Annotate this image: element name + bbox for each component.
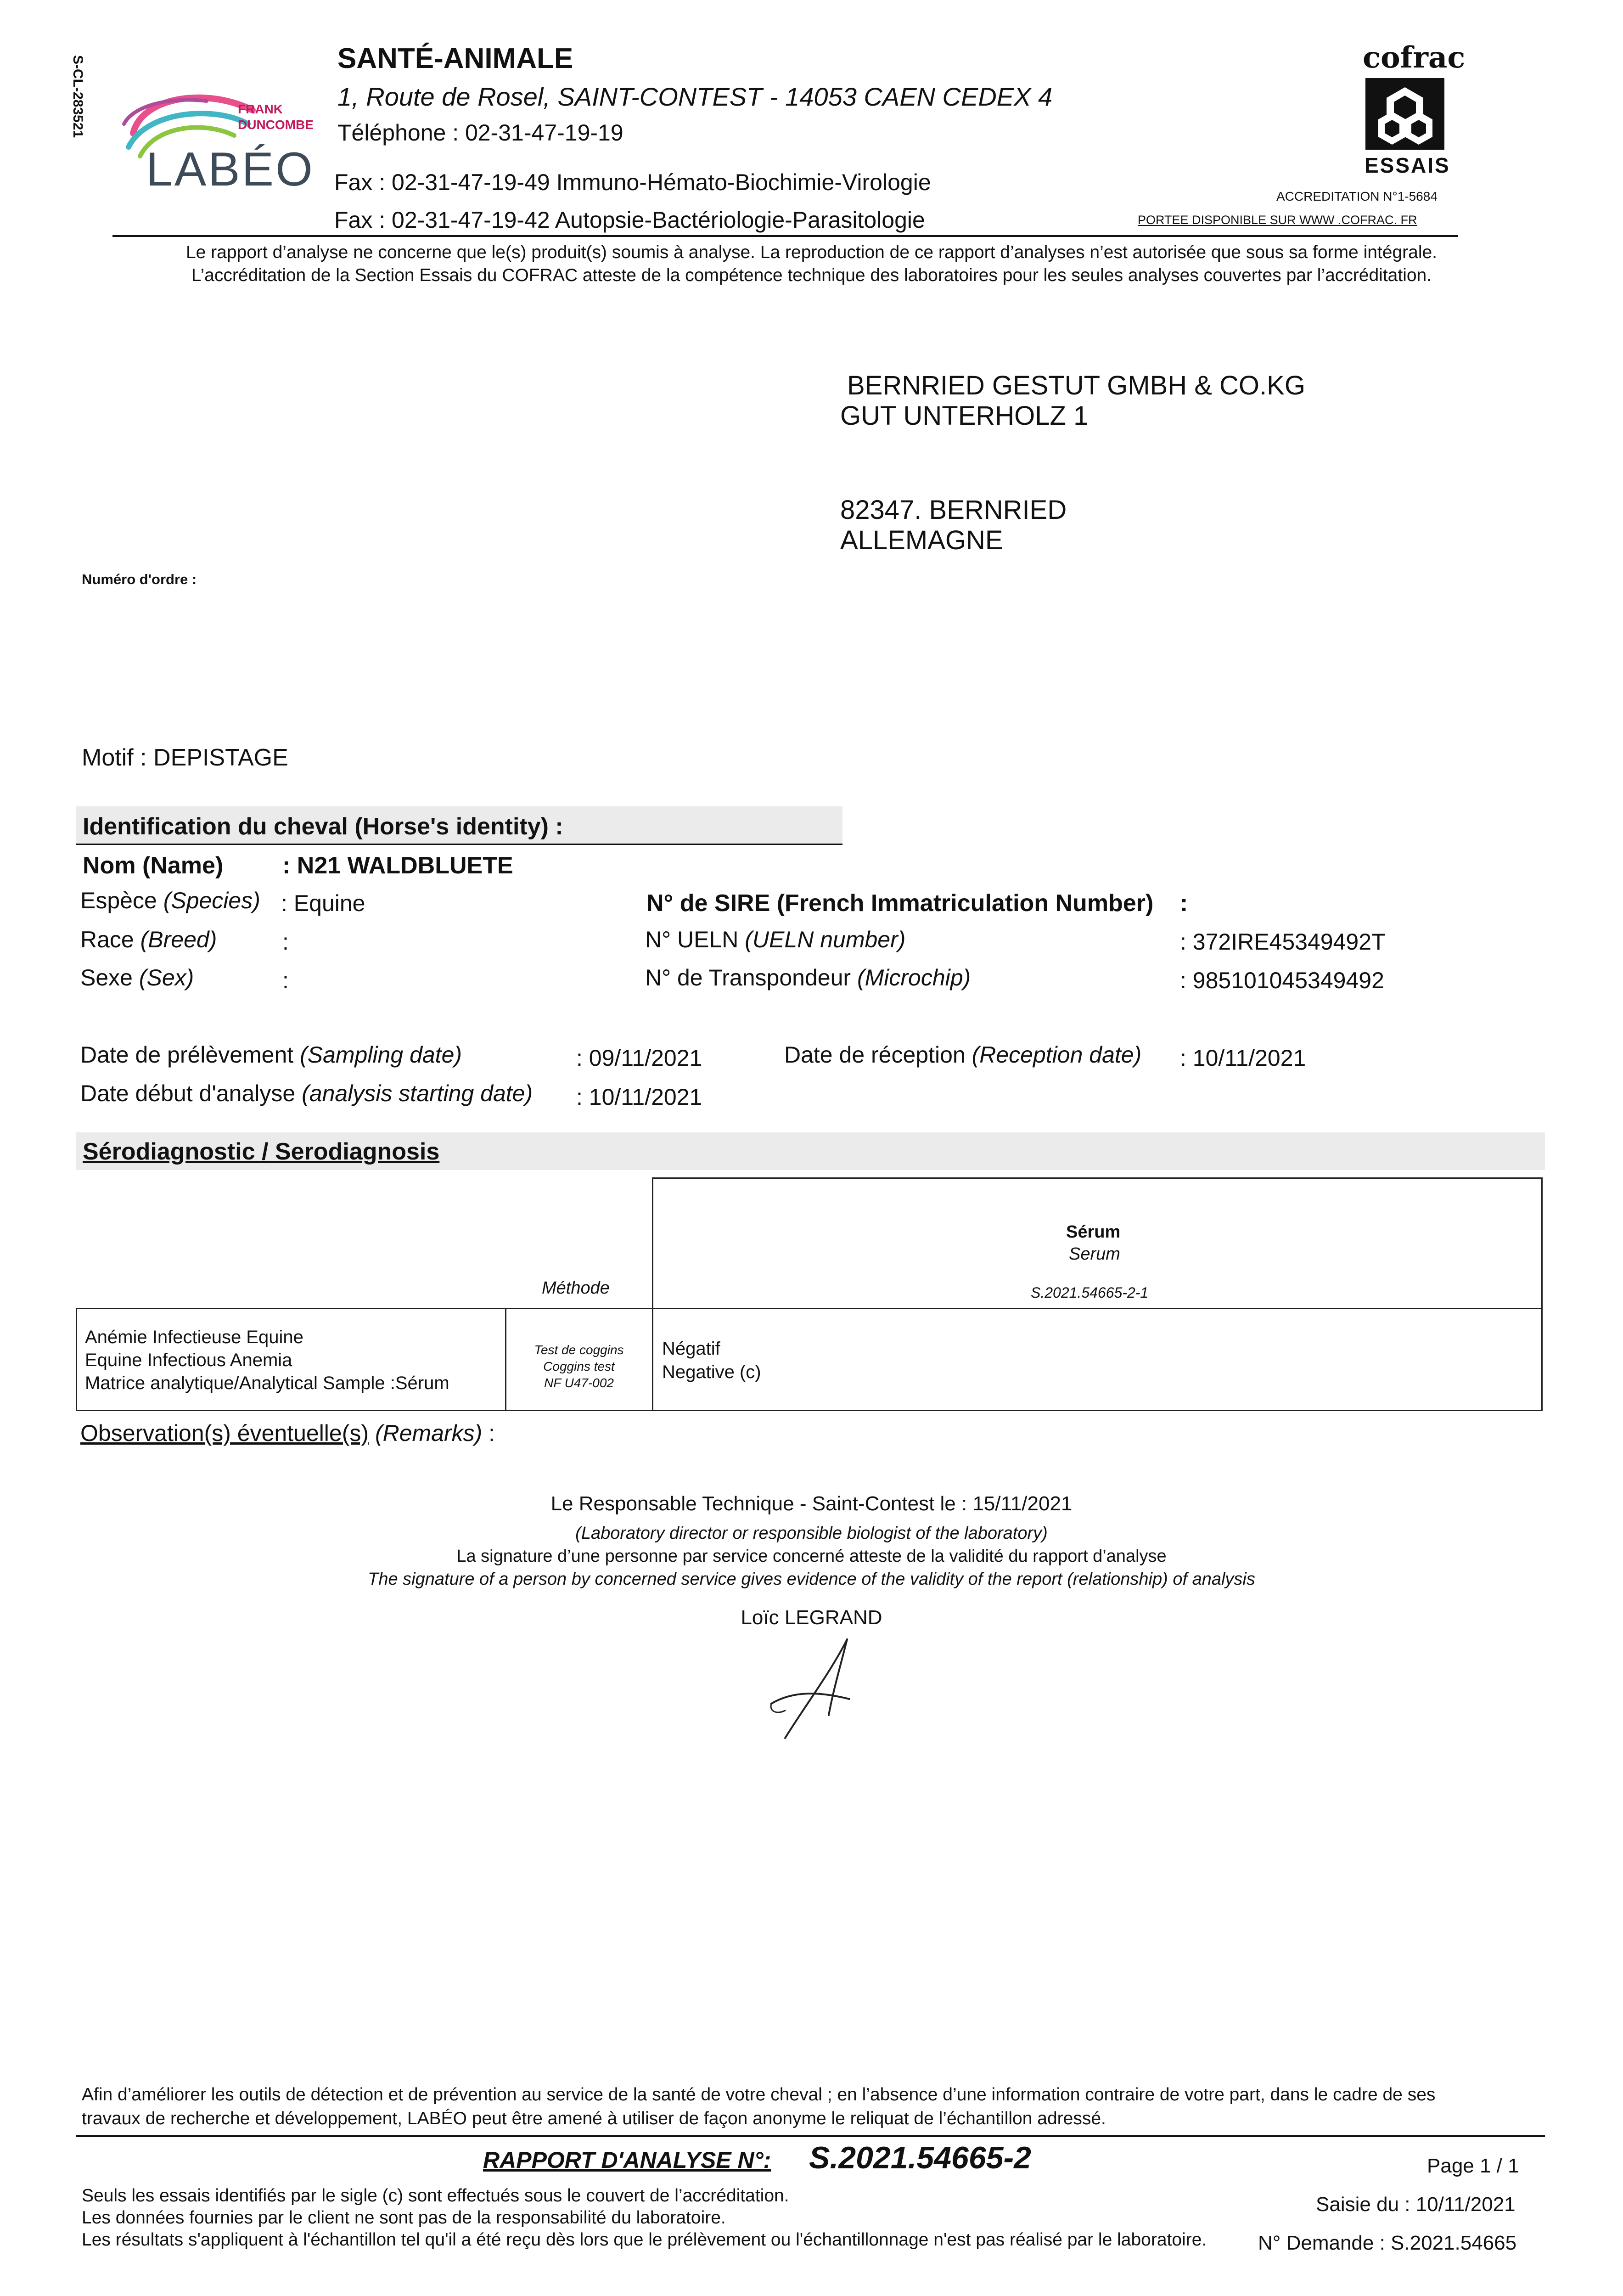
- report-number: S.2021.54665-2: [809, 2140, 1031, 2175]
- page-indicator: Page 1 / 1: [1427, 2155, 1519, 2177]
- species-label-en: (Species): [163, 888, 260, 913]
- table-top-right: [652, 1177, 1543, 1179]
- sampling-date-label-en: (Sampling date): [300, 1042, 462, 1068]
- table-right: [1541, 1177, 1543, 1411]
- signature-line-4: The signature of a person by concerned service gives evidence of the validity of the report (relationship) of analysis: [368, 1570, 1255, 1589]
- accreditation-number: ACCREDITATION N°1-5684: [1276, 189, 1438, 203]
- handwritten-signature: [753, 1635, 863, 1745]
- legal-line-3: Les résultats s'appliquent à l'échantillon tel qu'il a été reçu dès lors que le prélèvement ou l'échantillonnage n'est pas réalisé par le laboratoire.: [82, 2230, 1207, 2250]
- ueln-value: : 372IRE45349492T: [1180, 929, 1386, 955]
- serum-header-en: Serum: [1069, 1244, 1120, 1264]
- sex-label-row: [80, 964, 194, 991]
- table-col-1: [505, 1308, 506, 1411]
- cofrac-emblem-icon: [1365, 77, 1445, 151]
- result-line-2: Negative (c): [662, 1362, 761, 1382]
- start-date-value: : 10/11/2021: [576, 1084, 702, 1110]
- disclaimer-1: Le rapport d’analyse ne concerne que le(s) produit(s) soumis à analyse. La reproduction de ce rapport d’analyses n’est autorisée que sous sa forme intégrale.: [185, 242, 1438, 262]
- lab-address: 1, Route de Rosel, SAINT-CONTEST - 14053 CAEN CEDEX 4: [337, 82, 1053, 111]
- result-line-1: Négatif: [662, 1339, 720, 1359]
- lab-name: SANTÉ-ANIMALE: [337, 43, 573, 74]
- sample-id: S.2021.54665-2-1: [1031, 1284, 1149, 1301]
- disclaimer-2: L’accréditation de la Section Essais du COFRAC atteste de la compétence technique des laboratoires pour les seules analyses couvertes par l’accréditation.: [191, 265, 1432, 285]
- signature-line-3: La signature d’une personne par service concerné atteste de la validité du rapport d’analyse: [456, 1547, 1167, 1566]
- remarks-colon: :: [489, 1420, 495, 1446]
- analysis-line-1: Anémie Infectieuse Equine: [85, 1327, 303, 1347]
- table-left: [76, 1308, 77, 1411]
- method-line-1: Test de coggins: [534, 1343, 624, 1357]
- motif: Motif : DEPISTAGE: [82, 744, 288, 771]
- name-label: Nom (Name): [83, 852, 224, 879]
- remarks-label-en: (Remarks): [375, 1420, 483, 1446]
- legal-line-2: Les données fournies par le client ne sont pas de la responsabilité du laboratoire.: [82, 2208, 726, 2228]
- method-line-2: Coggins test: [543, 1359, 615, 1373]
- breed-value: :: [282, 929, 289, 955]
- serodiagnosis-title: Sérodiagnostic / Serodiagnosis: [83, 1138, 440, 1165]
- reception-date-value: : 10/11/2021: [1180, 1045, 1306, 1071]
- sire-value: :: [1180, 890, 1188, 917]
- reception-date-label-row: [784, 1041, 1141, 1068]
- report-label: RAPPORT D'ANALYSE N°:: [483, 2147, 771, 2173]
- cofrac-word: cofrac: [1363, 40, 1466, 75]
- serum-header-fr: Sérum: [1066, 1222, 1121, 1242]
- species-label: Espèce: [80, 888, 157, 913]
- lab-fax-1: Fax : 02-31-47-19-49 Immuno-Hémato-Biochimie-Virologie: [334, 169, 931, 195]
- logo-sub-2: DUNCOMBE: [238, 118, 314, 132]
- recipient-line-3: 82347. BERNRIED: [840, 495, 1067, 525]
- sex-value: :: [282, 968, 289, 993]
- saisie-date: Saisie du : 10/11/2021: [1316, 2193, 1516, 2216]
- transponder-label: N° de Transpondeur: [645, 965, 851, 990]
- signature-line-1: Le Responsable Technique - Saint-Contest le : 15/11/2021: [550, 1492, 1073, 1515]
- legal-line-1: Seuls les essais identifiés par le sigle (c) sont effectués sous le couvert de l’accréditation.: [82, 2186, 789, 2206]
- document-side-code: S-CL-283521: [70, 55, 85, 138]
- ueln-label-en: (UELN number): [745, 927, 906, 952]
- demande-number: N° Demande : S.2021.54665: [1258, 2232, 1517, 2254]
- header-divider: [112, 235, 1458, 237]
- analysis-line-3: Matrice analytique/Analytical Sample :Sérum: [85, 1373, 449, 1393]
- recipient-line-1: BERNRIED GESTUT GMBH & CO.KG: [847, 371, 1305, 400]
- ueln-label-row: [645, 926, 905, 953]
- signature-line-2: (Laboratory director or responsible biologist of the laboratory): [575, 1524, 1048, 1543]
- remarks-row: [80, 1420, 495, 1446]
- table-header-bottom: [76, 1308, 1543, 1309]
- signatory-name: Loïc LEGRAND: [741, 1606, 882, 1629]
- table-bottom: [76, 1410, 1543, 1411]
- footer-divider: [76, 2135, 1545, 2137]
- sampling-date-label: Date de prélèvement: [80, 1042, 294, 1068]
- portee-link[interactable]: PORTEE DISPONIBLE SUR WWW .COFRAC. FR: [1138, 213, 1417, 227]
- lab-fax-2: Fax : 02-31-47-19-42 Autopsie-Bactériologie-Parasitologie: [334, 207, 925, 233]
- sire-label: N° de SIRE (French Immatriculation Number): [646, 890, 1154, 917]
- identity-section-title: Identification du cheval (Horse's identity) :: [83, 813, 563, 840]
- method-line-3: NF U47-002: [544, 1376, 614, 1390]
- footer-notice-1: Afin d’améliorer les outils de détection et de prévention au service de la santé de votre cheval ; en l’absence d’une information contraire de votre part, dans le cadre de ses: [82, 2085, 1436, 2105]
- labeo-logo: [115, 78, 326, 197]
- table-col-2: [652, 1177, 653, 1411]
- breed-label-row: [80, 926, 217, 953]
- sampling-date-value: : 09/11/2021: [576, 1045, 702, 1071]
- reception-date-label-en: (Reception date): [972, 1042, 1142, 1068]
- name-value: : N21 WALDBLUETE: [282, 852, 513, 879]
- order-number-label: Numéro d'ordre :: [82, 571, 197, 587]
- lab-phone: Téléphone : 02-31-47-19-19: [337, 120, 623, 146]
- transponder-label-en: (Microchip): [857, 965, 971, 990]
- remarks-label: Observation(s) éventuelle(s): [80, 1420, 369, 1446]
- ueln-label: N° UELN: [645, 927, 739, 952]
- methode-header: Méthode: [542, 1278, 610, 1298]
- start-date-label: Date début d'analyse: [80, 1080, 296, 1106]
- sampling-date-label-row: [80, 1041, 462, 1068]
- species-label-row: [80, 887, 260, 914]
- reception-date-label: Date de réception: [784, 1042, 966, 1068]
- logo-brand: LABÉO: [146, 143, 314, 196]
- breed-label: Race: [80, 927, 134, 952]
- species-value: : Equine: [281, 890, 365, 916]
- start-date-label-en: (analysis starting date): [302, 1080, 533, 1106]
- cofrac-essais: ESSAIS: [1365, 153, 1450, 177]
- identity-underline: [76, 844, 842, 845]
- breed-label-en: (Breed): [140, 927, 217, 952]
- transponder-label-row: [645, 964, 971, 991]
- sex-label-en: (Sex): [139, 965, 194, 990]
- logo-sub-1: FRANK: [238, 102, 283, 116]
- recipient-line-4: ALLEMAGNE: [840, 525, 1003, 555]
- footer-notice-2: travaux de recherche et développement, LABÉO peut être amené à utiliser de façon anonyme le reliquat de l’échantillon adressé.: [82, 2109, 1106, 2128]
- cofrac-logo: [1359, 40, 1466, 178]
- transponder-value: : 985101045349492: [1180, 968, 1384, 993]
- sex-label: Sexe: [80, 965, 133, 990]
- recipient-line-2: GUT UNTERHOLZ 1: [840, 401, 1089, 431]
- analysis-line-2: Equine Infectious Anemia: [85, 1350, 292, 1370]
- start-date-label-row: [80, 1080, 533, 1107]
